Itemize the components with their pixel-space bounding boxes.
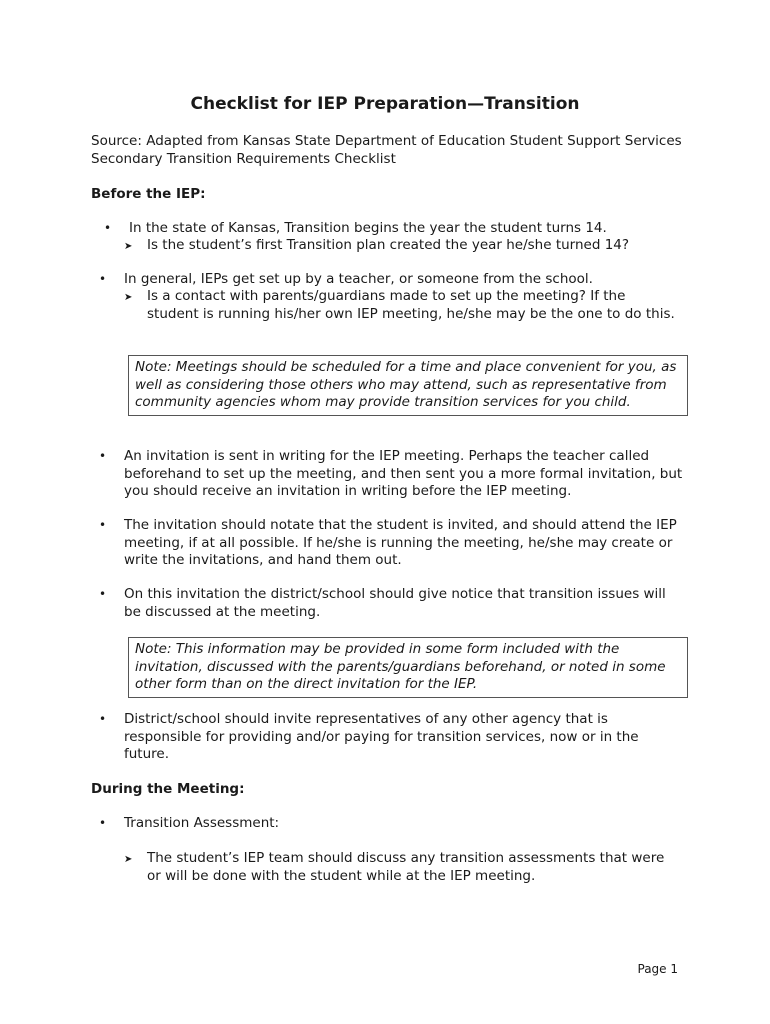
bullet-dot-icon: • — [104, 221, 112, 235]
list-item-text: On this invitation the district/school should give notice that transition issues will be discussed at the meeting. — [124, 586, 666, 620]
sub-list-item — [124, 237, 677, 255]
bullet-dot-icon: • — [99, 449, 107, 463]
list-item-text: District/school should invite representatives of any other agency that is responsible for providing and/or paying for transition services, now or in the future. — [124, 711, 639, 762]
list-item-text: In the state of Kansas, Transition begins the year the student turns 14. — [129, 220, 607, 236]
source-note: Source: Adapted from Kansas State Department of Education Student Support Services Secondary Transition Requirements Checklist — [91, 133, 682, 167]
arrow-bullet-icon: ➤ — [124, 854, 133, 865]
list-item-text: Transition Assessment: — [124, 815, 280, 831]
list-item — [99, 711, 684, 764]
list-item — [99, 271, 684, 289]
sub-list-item-text: Is a contact with parents/guardians made to set up the meeting? If the student is running his/her own IEP meeting, he/she may be the one to do this. — [147, 288, 675, 322]
sub-list-item-text: Is the student’s first Transition plan created the year he/she turned 14? — [147, 237, 630, 253]
arrow-bullet-icon: ➤ — [124, 241, 133, 252]
list-item — [99, 586, 684, 621]
sub-list-item — [124, 850, 677, 885]
section-heading-during: During the Meeting: — [91, 781, 245, 797]
bullet-dot-icon: • — [99, 518, 107, 532]
sub-list-item-text: The student’s IEP team should discuss any transition assessments that were or will be done with the student while at the IEP meeting. — [147, 850, 665, 884]
page-number: Page 1 — [637, 962, 678, 976]
note-box: Note: This information may be provided in some form included with the invitation, discussed with the parents/guardians beforehand, or noted in some other form than on the direct invitation for the IEP. — [128, 637, 688, 698]
bullet-dot-icon: • — [99, 712, 107, 726]
bullet-dot-icon: • — [99, 272, 107, 286]
bullet-dot-icon: • — [99, 587, 107, 601]
arrow-bullet-icon: ➤ — [124, 292, 133, 303]
list-item — [99, 517, 684, 570]
list-item — [104, 220, 689, 238]
list-item-text: In general, IEPs get set up by a teacher, or someone from the school. — [124, 271, 593, 287]
section-heading-before: Before the IEP: — [91, 186, 206, 202]
note-box: Note: Meetings should be scheduled for a time and place convenient for you, as well as considering those others who may attend, such as representative from community agencies whom may provide transition services for you child. — [128, 355, 688, 416]
list-item — [99, 448, 684, 501]
list-item-text: An invitation is sent in writing for the IEP meeting. Perhaps the teacher called beforehand to set up the meeting, and then sent you a more formal invitation, but you should receive an invitation in writing before the IEP meeting. — [124, 448, 683, 499]
sub-list-item — [124, 288, 677, 323]
list-item — [99, 815, 684, 833]
page-title: Checklist for IEP Preparation—Transition — [190, 94, 580, 114]
list-item-text: The invitation should notate that the student is invited, and should attend the IEP meeting, if at all possible. If he/she is running the meeting, he/she may create or write the invitations, and hand them out. — [124, 517, 677, 568]
bullet-dot-icon: • — [99, 816, 107, 830]
